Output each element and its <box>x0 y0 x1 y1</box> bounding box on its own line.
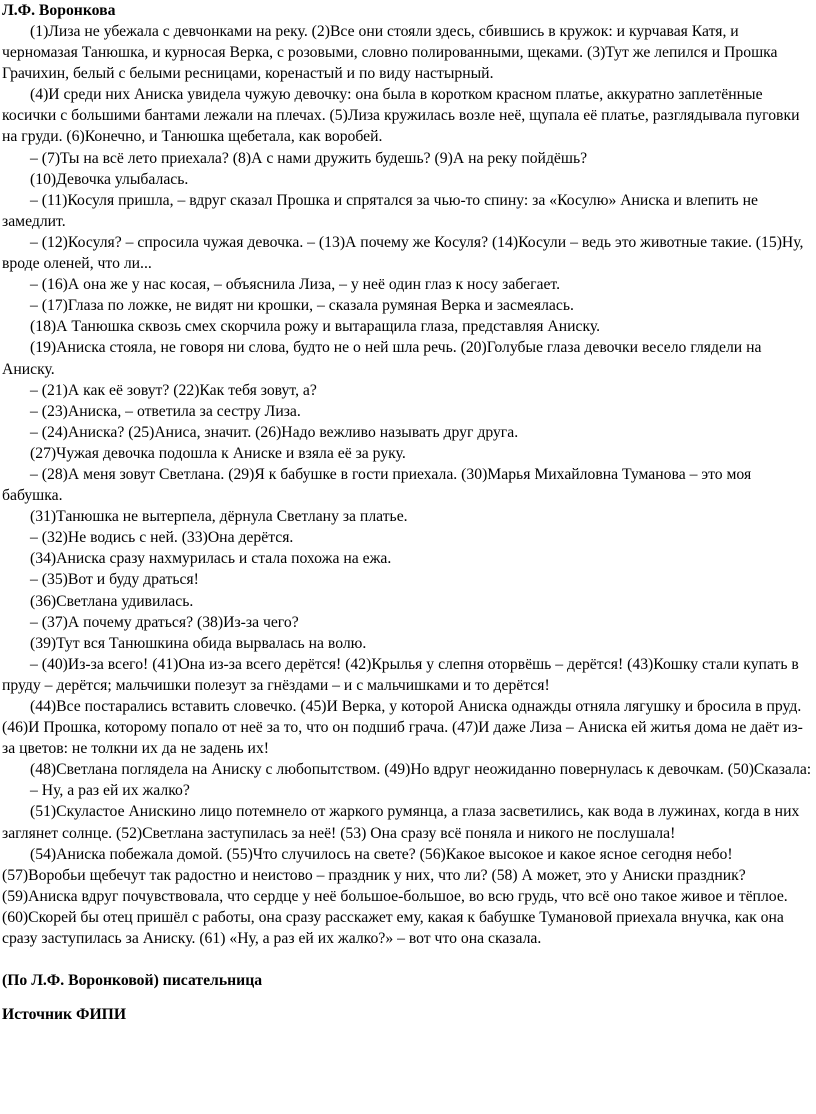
story-text <box>2 21 814 949</box>
paragraph: – (37)А почему драться? (38)Из-за чего? <box>30 613 299 631</box>
paragraph: – (7)Ты на всё лето приехала? (8)А с нами дружить будешь? (9)А на реку пойдёшь? <box>30 149 588 167</box>
spacer <box>2 949 814 970</box>
paragraph: (1)Лиза не убежала с девчонками на реку. (2)Все они стояли здесь, сбившись в кружок: и курчавая Катя, и черномазая Танюшка, и курносая Верка, с розовыми, словно полированными, щеками. (3)Тут же лепился и Прошка Грачихин, белый с белыми ресницами, коренастый и по виду настырный. <box>2 23 778 83</box>
paragraph: (34)Аниска сразу нахмурилась и стала похожа на ежа. <box>30 550 392 568</box>
paragraph: – (28)А меня зовут Светлана. (29)Я к бабушке в гости приехала. (30)Марья Михайловна Туманова – это моя бабушка. <box>2 465 752 505</box>
author-header: Л.Ф. Воронкова <box>2 2 116 19</box>
spacer <box>2 991 814 1004</box>
paragraph: (27)Чужая девочка подошла к Аниске и взяла её за руку. <box>30 444 406 462</box>
paragraph: (36)Светлана удивилась. <box>30 592 194 610</box>
paragraph: (51)Скуластое Анискино лицо потемнело от жаркого румянца, а глаза засветились, как вода в лужинах, когда в них заглянет солнце. (52)Светлана заступилась за неё! (53) Она сразу всё поняла и никого не послушала! <box>2 803 800 842</box>
paragraph: – Ну, а раз ей их жалко? <box>30 782 190 800</box>
paragraph: (19)Аниска стояла, не говоря ни слова, будто не о ней шла речь. (20)Голубые глаза девочки весело глядели на Аниску. <box>2 339 762 378</box>
paragraph: – (16)А она же у нас косая, – объяснила Лиза, – у неё один глаз к носу забегает. <box>30 276 561 294</box>
paragraph: (44)Все постарались вставить словечко. (45)И Верка, у которой Аниска однажды отняла лягушку и бросила в пруд. (46)И Прошка, которому попало от неё за то, что он подшиб грача. (47)И даже Лиза – Аниска ей житья дома не даёт из-за цветов: не толкни их да не задень их! <box>2 698 803 758</box>
attribution: (По Л.Ф. Воронковой) писательница <box>2 972 263 990</box>
paragraph: – (40)Из-за всего! (41)Она из-за всего дерётся! (42)Крылья у слепня оторвёшь – дерётся! (43)Кошку стали купать в пруду – дерётся; мальчишки полезут за гнёздами – и с мальчишками и то дерётся! <box>2 655 799 694</box>
paragraph: (39)Тут вся Танюшкина обида вырвалась на волю. <box>30 634 367 652</box>
paragraph-final: (59)Аниска вдруг почувствовала, что сердце у неё большое-большое, во всю грудь, что всё оно такое живое и тёплое. (60)Скорей бы отец пришёл с работы, она сразу расскажет ему, какая к бабушке Тумановой приехала внучка, как она сразу заступилась за Аниску. (61) «Ну, а раз ей их жалко?» – вот что она сказала. <box>2 887 788 948</box>
paragraph: – (12)Косуля? – спросила чужая девочка. – (13)А почему же Косуля? (14)Косули – ведь это животные такие. (15)Ну, вроде оленей, что ли... <box>2 233 804 273</box>
source-line: Источник ФИПИ <box>2 1006 127 1024</box>
paragraph: (4)И среди них Аниска увидела чужую девочку: она была в коротком красном платье, аккуратно заплетённые косички с большими бантами лежали на плечах. (5)Лиза кружилась возле неё, щупала её платье, разглядывала пуговки на груди. (6)Конечно, и Танюшка щебетала, как воробей. <box>2 86 800 146</box>
document-body <box>2 0 814 1025</box>
paragraph: – (23)Аниска, – ответила за сестру Лиза. <box>30 402 301 420</box>
paragraph: (10)Девочка улыбалась. <box>30 170 189 188</box>
paragraph: – (35)Вот и буду драться! <box>30 571 199 589</box>
paragraph: (48)Светлана поглядела на Аниску с любопытством. (49)Но вдруг неожиданно повернулась к девочкам. (50)Сказала: <box>30 761 812 779</box>
paragraph: – (11)Косуля пришла, – вдруг сказал Прошка и спрятался за чью-то спину: за «Косулю» Аниска и влепить не замедлит. <box>2 191 758 230</box>
paragraph: – (24)Аниска? (25)Аниса, значит. (26)Надо вежливо называть друг друга. <box>30 423 519 441</box>
paragraph: – (32)Не водись с ней. (33)Она дерётся. <box>30 529 294 547</box>
paragraph: (31)Танюшка не вытерпела, дёрнула Светлану за платье. <box>30 508 408 526</box>
paragraph: – (21)А как её зовут? (22)Как тебя зовут, а? <box>30 381 317 399</box>
paragraph: – (17)Глаза по ложке, не видят ни крошки, – сказала румяная Верка и засмеялась. <box>30 297 574 315</box>
paragraph: (18)А Танюшка сквозь смех скорчила рожу и вытаращила глаза, представляя Аниску. <box>30 318 601 336</box>
paragraph: (54)Аниска побежала домой. (55)Что случилось на свете? (56)Какое высокое и какое ясное сегодня небо! (57)Воробьи щебечут так радостно и неистово – праздник у них, что ли? (58) А может, это у Аниски праздник? <box>2 845 746 884</box>
